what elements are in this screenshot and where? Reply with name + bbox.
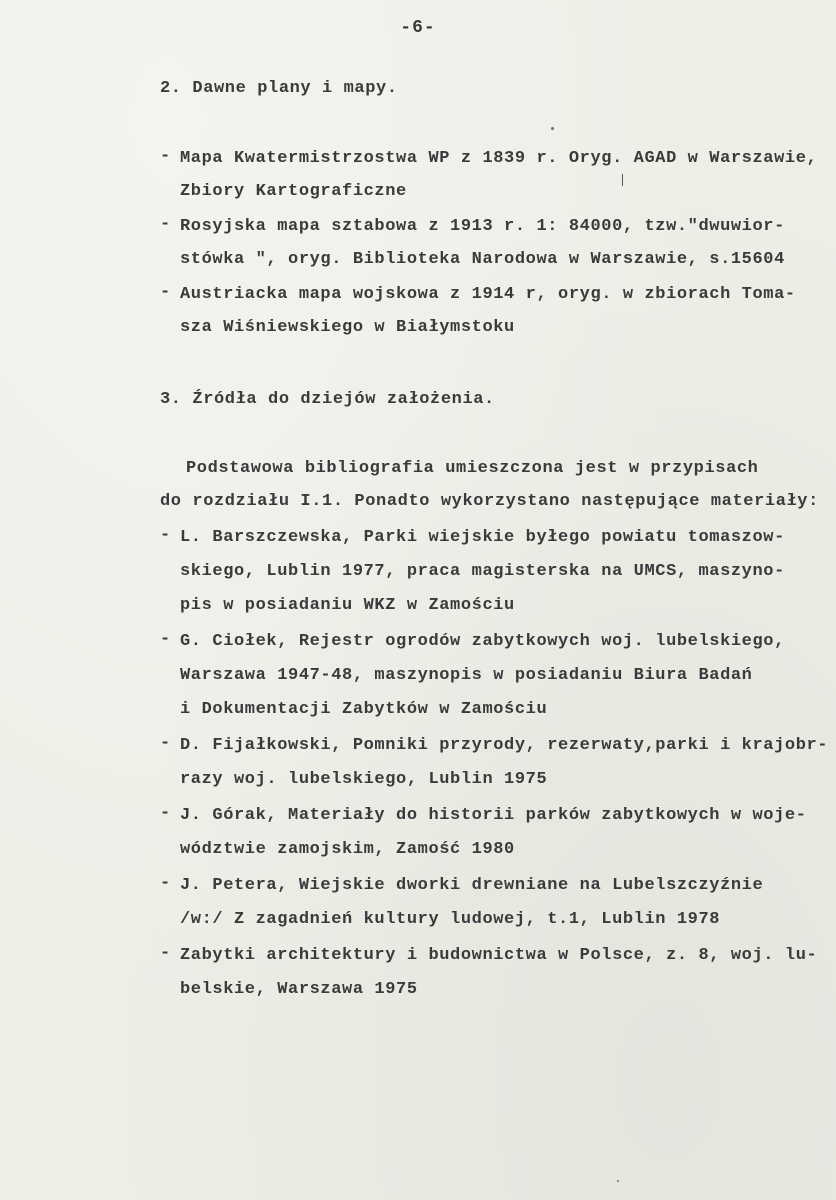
list-item-line: wództwie zamojskim, Zamość 1980 xyxy=(180,840,515,859)
list-item-line: D. Fijałkowski, Pomniki przyrody, rezerwaty,parki i krajobr- xyxy=(180,736,829,755)
list-item-line: Warszawa 1947-48, maszynopis w posiadaniu Biura Badań xyxy=(180,666,753,685)
list-item-line: J. Górak, Materiały do historii parków zabytkowych w woje- xyxy=(180,806,807,825)
list-item-line: G. Ciołek, Rejestr ogrodów zabytkowych woj. lubelskiego, xyxy=(180,632,785,651)
page-number: -6- xyxy=(400,18,436,38)
list-item-line: skiego, Lublin 1977, praca magisterska na UMCS, maszyno- xyxy=(180,562,785,581)
list-item-line: razy woj. lubelskiego, Lublin 1975 xyxy=(180,770,548,789)
list-item-line: Zabytki architektury i budownictwa w Polsce, z. 8, woj. lu- xyxy=(180,946,818,965)
list-item xyxy=(160,521,800,623)
list-item xyxy=(160,142,818,208)
list-dash: - xyxy=(160,734,171,753)
paper-speck xyxy=(617,1180,619,1182)
list-item-line: sza Wiśniewskiego w Białymstoku xyxy=(180,318,515,337)
list-item xyxy=(160,210,800,276)
list-dash: - xyxy=(160,944,171,963)
list-item-line: Rosyjska mapa sztabowa z 1913 r. 1: 84000, tzw."dwuwior- xyxy=(180,217,785,236)
section-heading-maps: 2. Dawne plany i mapy. xyxy=(160,79,398,98)
list-dash: - xyxy=(160,283,171,302)
list-item-line: /w:/ Z zagadnień kultury ludowej, t.1, Lublin 1978 xyxy=(180,910,721,929)
list-item-line: J. Petera, Wiejskie dworki drewniane na Lubelszczyźnie xyxy=(180,876,764,895)
list-item xyxy=(160,869,800,937)
list-item xyxy=(160,799,807,867)
list-item xyxy=(160,729,829,797)
list-dash: - xyxy=(160,526,171,545)
list-dash: - xyxy=(160,147,171,166)
list-dash: - xyxy=(160,804,171,823)
list-item xyxy=(160,939,818,1007)
paper-speck xyxy=(551,127,554,130)
list-item-line: Mapa Kwatermistrzostwa WP z 1839 r. Oryg. AGAD w Warszawie, xyxy=(180,149,818,168)
sources-list xyxy=(160,521,829,1009)
list-item-line: i Dokumentacji Zabytków w Zamościu xyxy=(180,700,548,719)
list-item-line: Austriacka mapa wojskowa z 1914 r, oryg. w zbiorach Toma- xyxy=(180,285,796,304)
list-item xyxy=(160,625,800,727)
list-dash: - xyxy=(160,874,171,893)
list-item-line: stówka ", oryg. Biblioteka Narodowa w Warszawie, s.15604 xyxy=(180,250,785,269)
section-heading-sources: 3. Źródła do dziejów założenia. xyxy=(160,390,495,409)
maps-list xyxy=(160,142,818,346)
list-item-line: Zbiory Kartograficzne xyxy=(180,182,407,201)
list-dash: - xyxy=(160,215,171,234)
list-dash: - xyxy=(160,630,171,649)
intro-line: Podstawowa bibliografia umieszczona jest w przypisach xyxy=(186,459,759,478)
list-item-line: belskie, Warszawa 1975 xyxy=(180,980,418,999)
list-item-line: pis w posiadaniu WKZ w Zamościu xyxy=(180,596,515,615)
list-item-line: L. Barszczewska, Parki wiejskie byłego powiatu tomaszow- xyxy=(180,528,785,547)
list-item xyxy=(160,278,800,344)
sources-intro-paragraph xyxy=(160,452,819,518)
intro-line: do rozdziału I.1. Ponadto wykorzystano następujące materiały: xyxy=(160,492,819,511)
